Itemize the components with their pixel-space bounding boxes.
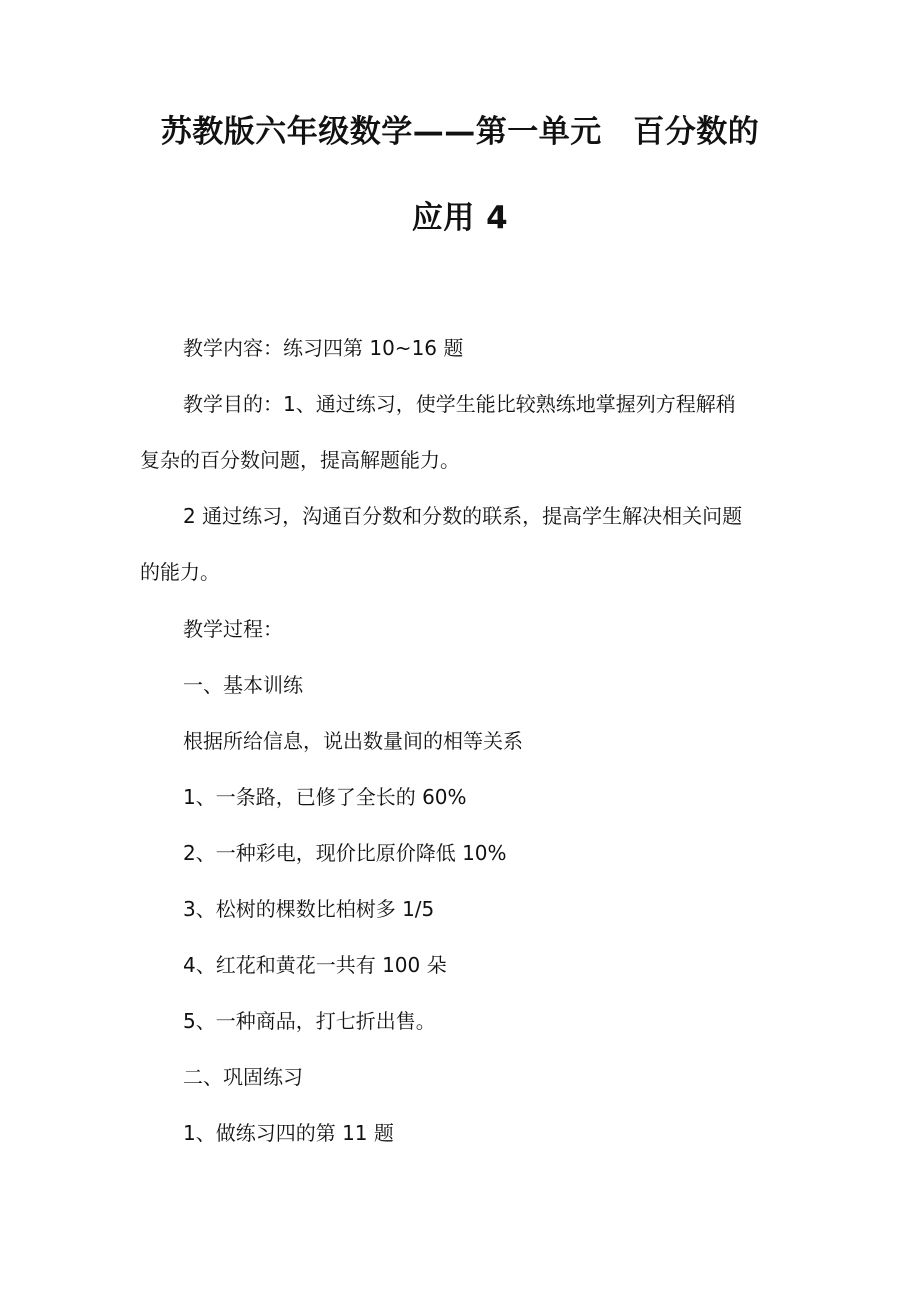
list-item: 2、一种彩电，现价比原价降低 10% (183, 841, 507, 865)
list-item: 4、红花和黄花一共有 100 朵 (183, 953, 447, 977)
teaching-goal-1-line-1: 教学目的：1、通过练习，使学生能比较熟练地掌握列方程解稍 (183, 392, 736, 416)
teaching-goal-1-line-2: 复杂的百分数问题，提高解题能力。 (140, 448, 460, 472)
section-1-heading: 一、基本训练 (183, 673, 303, 697)
teaching-goal-2-line-2: 的能力。 (140, 560, 220, 584)
section-2-item-1: 1、做练习四的第 11 题 (183, 1121, 394, 1145)
document-title-line-1: 苏教版六年级数学——第一单元 百分数的 (160, 114, 760, 150)
document-title-line-2: 应用 4 (411, 200, 509, 236)
list-item: 1、一条路，已修了全长的 60% (183, 785, 467, 809)
list-item: 5、一种商品，打七折出售。 (183, 1009, 436, 1033)
process-heading: 教学过程： (183, 617, 283, 641)
teaching-content: 教学内容：练习四第 10~16 题 (183, 336, 464, 360)
list-item: 3、松树的棵数比柏树多 1/5 (183, 897, 435, 921)
section-1-intro: 根据所给信息，说出数量间的相等关系 (183, 729, 523, 753)
section-2-heading: 二、巩固练习 (183, 1065, 303, 1089)
teaching-goal-2-line-1: 2 通过练习，沟通百分数和分数的联系，提高学生解决相关问题 (183, 504, 743, 528)
